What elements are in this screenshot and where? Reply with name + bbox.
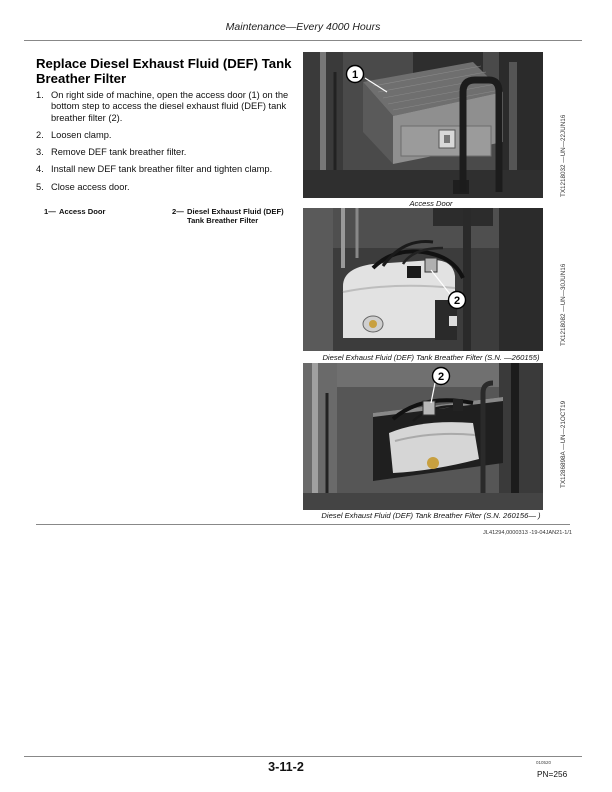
legend-label: Access Door xyxy=(59,207,106,216)
section-title: Replace Diesel Exhaust Fluid (DEF) Tank Breather Filter xyxy=(36,56,292,86)
legend-number: 1— xyxy=(44,207,56,216)
step-number: 2. xyxy=(36,130,44,141)
figure-id: TX1218082 —UN—30JUN16 xyxy=(560,263,567,346)
figure-caption: Diesel Exhaust Fluid (DEF) Tank Breather Filter (S.N. —260155) xyxy=(322,353,540,362)
step-item xyxy=(36,182,298,193)
step-text: Loosen clamp. xyxy=(51,130,112,141)
step-text: Install new DEF tank breather filter and tighten clamp. xyxy=(51,164,273,175)
callout-2: 2 xyxy=(453,295,461,307)
print-code: 010520 xyxy=(536,760,552,765)
legend-number: 2— xyxy=(172,207,184,216)
step-item xyxy=(36,164,298,175)
callout-2: 2 xyxy=(437,371,445,383)
step-number: 1. xyxy=(36,90,44,100)
step-text: Close access door. xyxy=(51,181,130,192)
def-filter-photo-early xyxy=(303,208,543,351)
step-item xyxy=(36,130,298,141)
legend-item-access-door xyxy=(44,207,105,216)
footer-rule xyxy=(24,756,582,757)
figure-id: TX1218032 —UN—22JUN16 xyxy=(560,114,567,197)
step-text: Remove DEF tank breather filter. xyxy=(51,147,187,158)
pn-number: PN=256 xyxy=(537,769,568,779)
step-item xyxy=(36,90,298,124)
legend-label: Diesel Exhaust Fluid (DEF) xyxy=(187,207,284,216)
procedure-steps xyxy=(36,90,298,199)
document-reference: JL41294,0000313 -19-04JAN21-1/1 xyxy=(483,530,572,536)
def-filter-photo-late xyxy=(303,363,543,510)
figure-caption: Access Door xyxy=(409,199,453,208)
legend-item-def-filter xyxy=(172,207,297,225)
step-item xyxy=(36,147,298,158)
step-number: 3. xyxy=(36,147,44,158)
step-number: 4. xyxy=(36,164,44,175)
figure-id: TX1286898A —UN—21OCT19 xyxy=(560,400,567,488)
legend-label-cont: Tank Breather Filter xyxy=(187,216,259,225)
access-door-photo xyxy=(303,52,543,198)
callout-1: 1 xyxy=(351,69,359,81)
page-number: 3-11-2 xyxy=(268,760,304,774)
running-header: Maintenance—Every 4000 Hours xyxy=(225,21,381,33)
section-end-rule xyxy=(36,524,570,525)
step-number: 5. xyxy=(36,181,44,192)
header-rule xyxy=(24,40,582,41)
step-text: On right side of machine, open the access door (1) on the bottom step to access the diesel exhaust fluid (DEF) tank breather filter (2). xyxy=(51,90,289,123)
figure-caption: Diesel Exhaust Fluid (DEF) Tank Breather Filter (S.N. 260156— ) xyxy=(321,511,541,520)
